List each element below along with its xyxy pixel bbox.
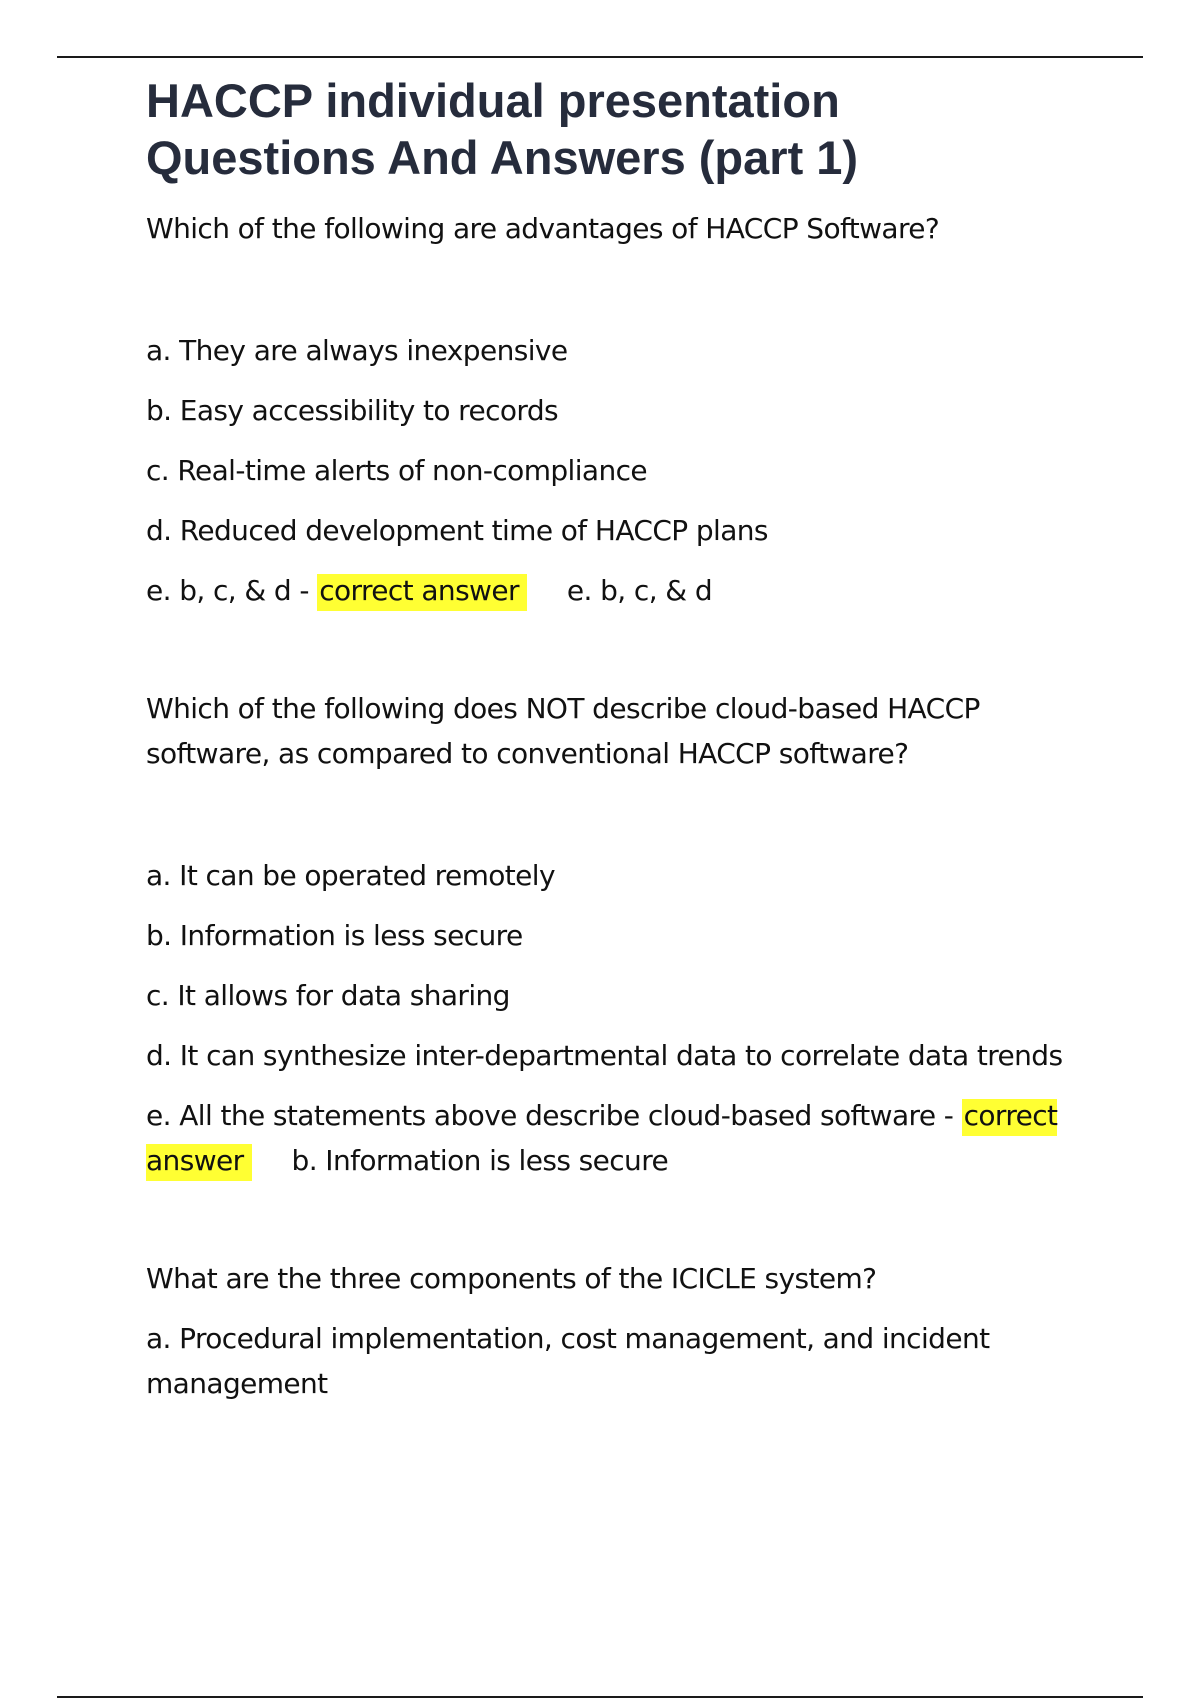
question-block-1 bbox=[146, 206, 1106, 613]
document-title bbox=[146, 72, 1106, 186]
question-block-3 bbox=[146, 1256, 1106, 1406]
question-text: What are the three components of the ICICLE system? bbox=[146, 1262, 877, 1295]
option-b: b. Easy accessibility to records bbox=[146, 394, 559, 427]
answer-value: e. b, c, & d bbox=[566, 574, 713, 607]
option-c: c. It allows for data sharing bbox=[146, 979, 510, 1012]
answer-prefix: e. b, c, & d - bbox=[146, 574, 318, 607]
option-d: d. It can synthesize inter-departmental data to correlate data trends bbox=[146, 1039, 1063, 1072]
title-line-2: Questions And Answers (part 1) bbox=[146, 131, 859, 184]
option-list bbox=[146, 328, 1106, 613]
option-a: a. It can be operated remotely bbox=[146, 859, 555, 892]
option-b: b. Information is less secure bbox=[146, 919, 523, 952]
question-text: Which of the following does NOT describe cloud-based HACCP software, as compared to conventional HACCP software? bbox=[146, 692, 980, 770]
answer-line bbox=[146, 568, 1106, 613]
option-d: d. Reduced development time of HACCP plans bbox=[146, 514, 768, 547]
option-c: c. Real-time alerts of non-compliance bbox=[146, 454, 648, 487]
answer-prefix: e. All the statements above describe cloud-based software - bbox=[146, 1099, 962, 1132]
option-a: a. They are always inexpensive bbox=[146, 334, 568, 367]
document-page bbox=[146, 72, 1106, 1406]
option-list bbox=[146, 1316, 1106, 1406]
bottom-rule bbox=[57, 1696, 1143, 1698]
correct-answer-highlight: correct answer bbox=[317, 574, 527, 611]
correct-answer-highlight: correct answer bbox=[146, 1099, 1057, 1181]
option-a: a. Procedural implementation, cost management, and incident management bbox=[146, 1322, 990, 1400]
question-block-2 bbox=[146, 686, 1106, 1183]
option-list bbox=[146, 853, 1106, 1183]
answer-line bbox=[146, 1093, 1106, 1183]
top-rule bbox=[57, 56, 1143, 58]
answer-value: b. Information is less secure bbox=[291, 1144, 669, 1177]
question-text: Which of the following are advantages of HACCP Software? bbox=[146, 212, 940, 245]
title-line-1: HACCP individual presentation bbox=[146, 74, 840, 127]
